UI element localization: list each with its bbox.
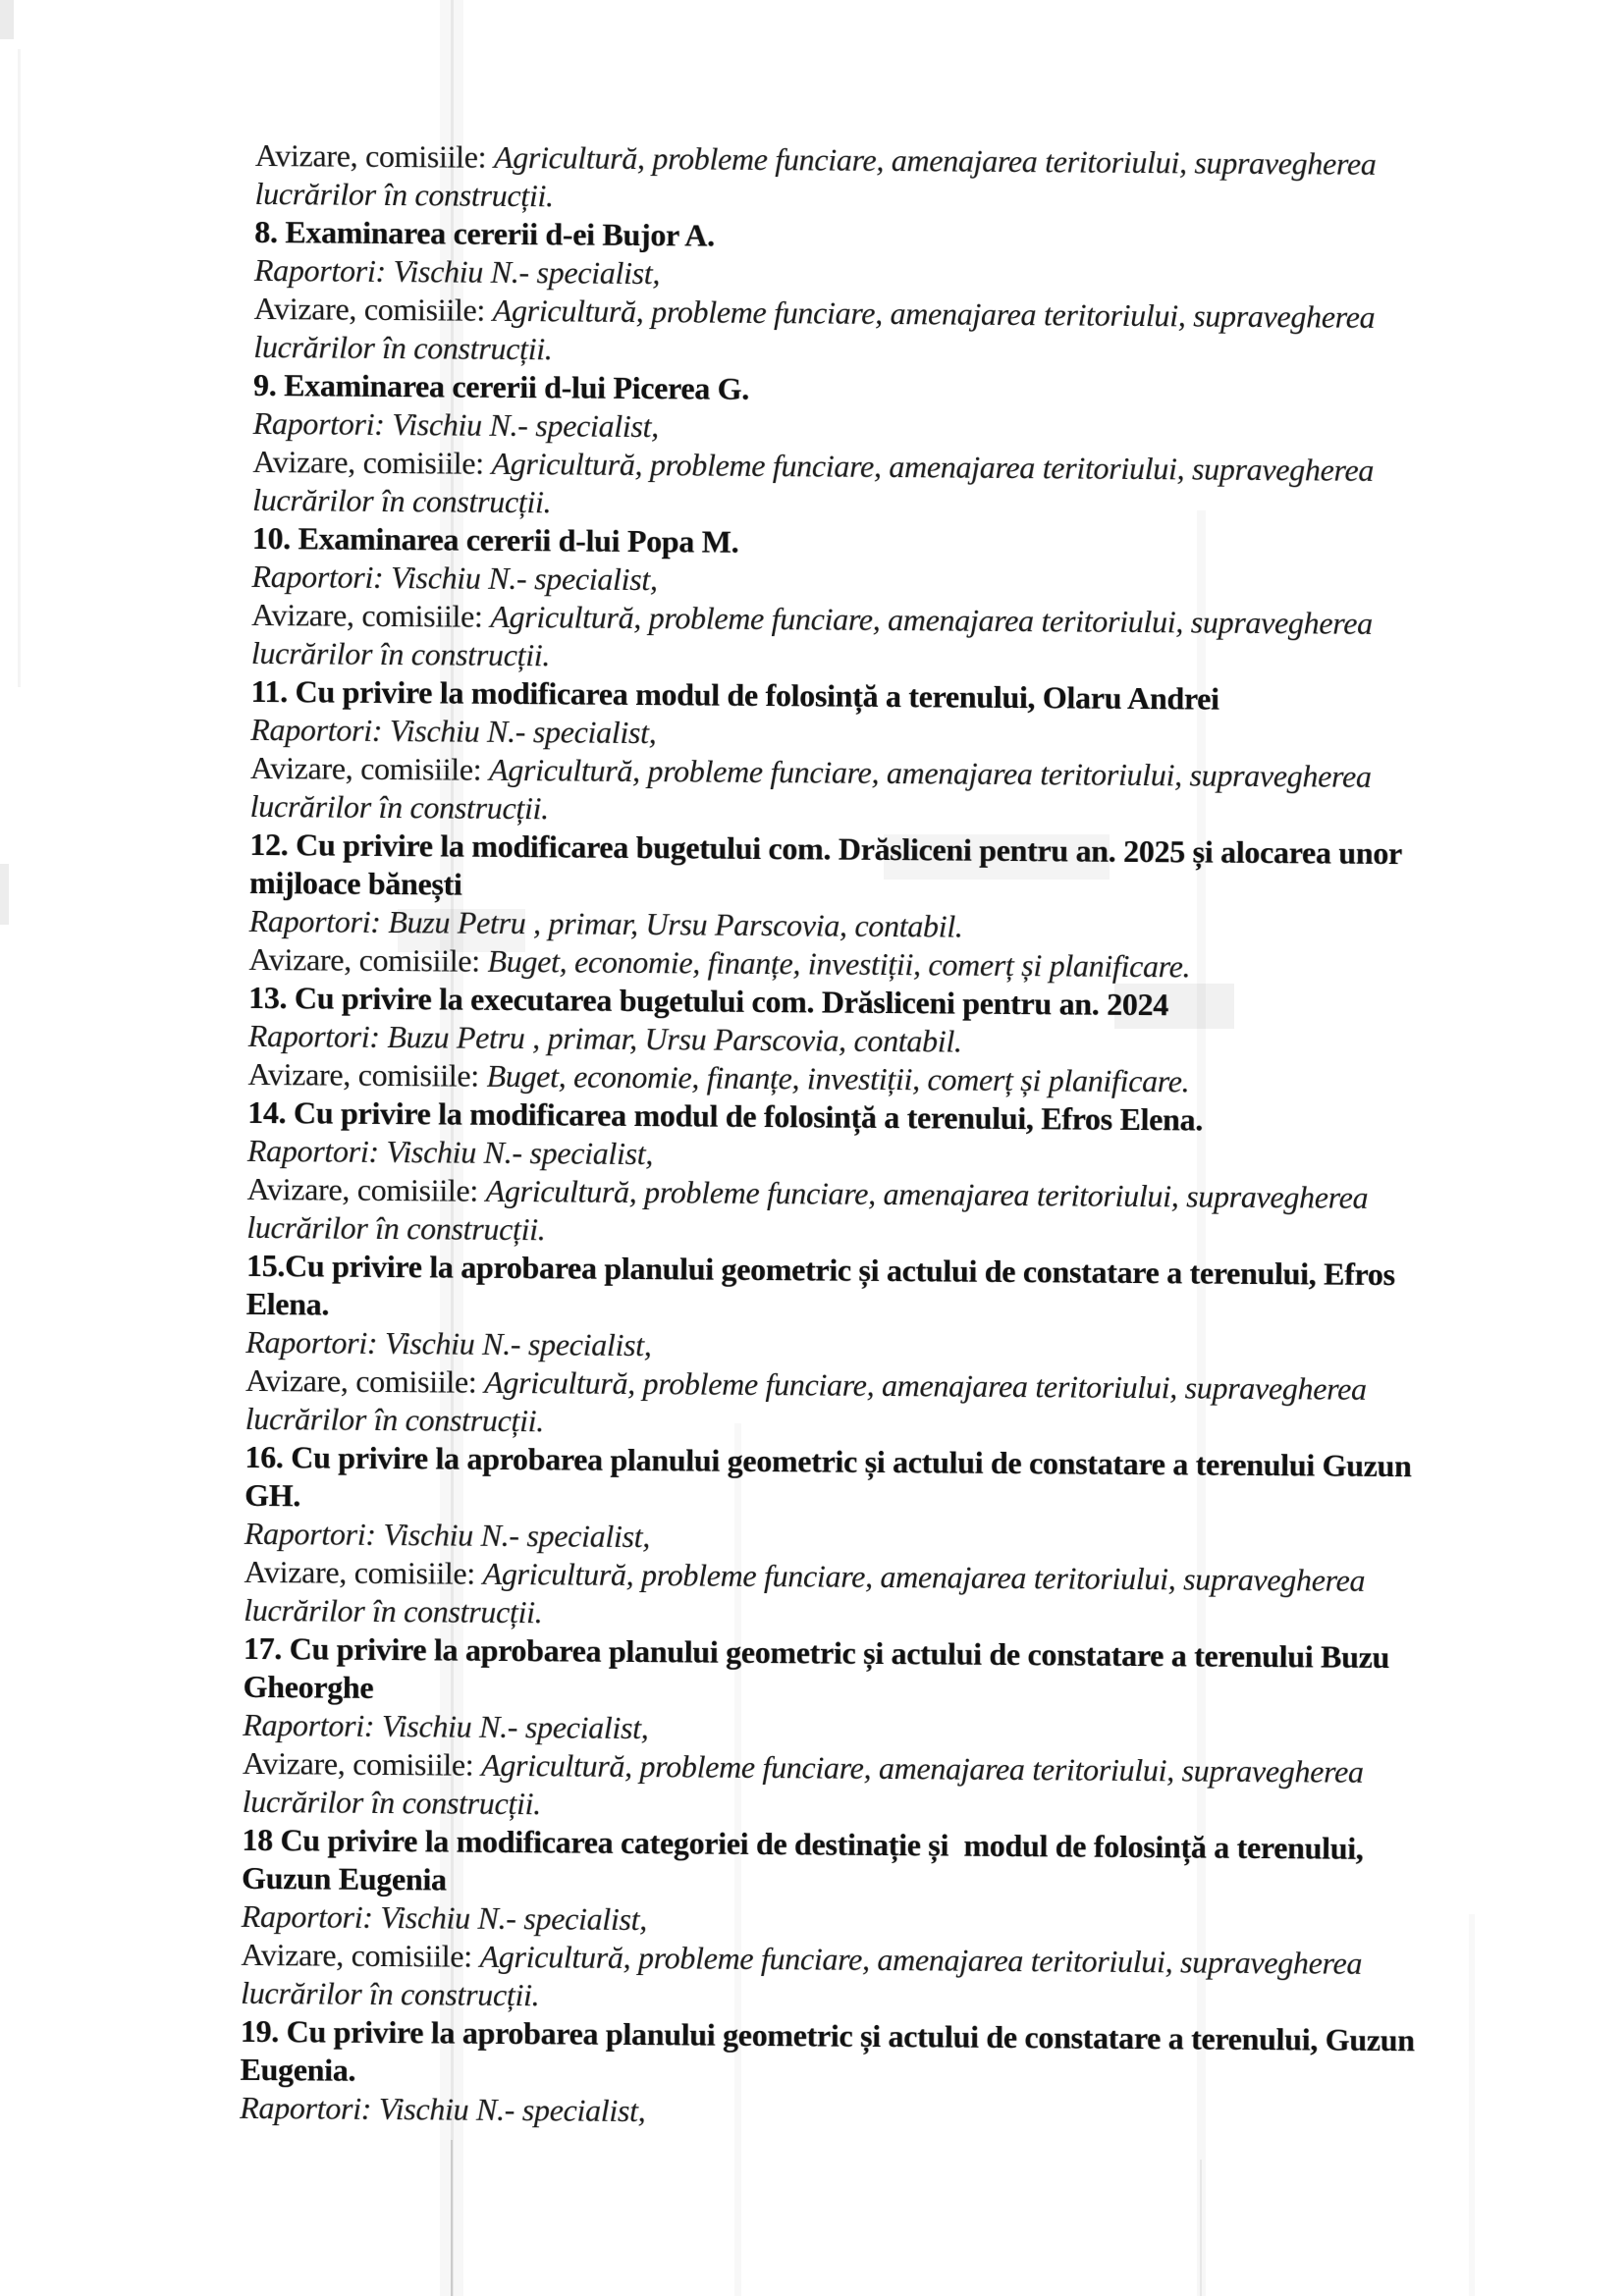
agenda-item-heading-line: 9. Examinarea cererii d-lui Picerea G. — [252, 366, 750, 406]
raportori-line: Raportori: Buzu Petru , primar, Ursu Parscovia, contabil. — [248, 902, 963, 944]
agenda-item-heading-line: 11. Cu privire la modificarea modul de folosință a terenului, Olaru Andrei — [250, 672, 1219, 717]
commissions-list: Agricultură, probleme funciare, amenajarea teritoriului, supravegherea — [483, 1363, 1367, 1407]
agenda-item-heading-line: 17. Cu privire la aprobarea planului geometric și actului de constatare a terenului Buzu — [243, 1629, 1390, 1676]
commissions-list: Buget, economie, finanțe, investiții, comerț și planificare. — [486, 1057, 1190, 1099]
agenda-item-heading-line: 15.Cu privire la aprobarea planului geometric și actului de constatare a terenului, Efros — [245, 1247, 1395, 1293]
raportori-line: Raportori: Vischiu N.- specialist, — [252, 404, 660, 445]
agenda-item-heading-line: 8. Examinarea cererii d-ei Bujor A. — [254, 213, 715, 253]
agenda-item-heading-line: mijloace bănești — [248, 864, 462, 902]
avizare-continuation-line: lucrărilor în construcții. — [244, 1591, 543, 1630]
scan-edge-streak — [18, 49, 21, 687]
avizare-label: Avizare, comisiile: — [248, 940, 488, 979]
raportori-line: Raportori: Vischiu N.- specialist, — [245, 1323, 652, 1363]
commissions-list: Agricultură, probleme funciare, amenajarea teritoriului, supravegherea — [491, 445, 1375, 488]
raportori-line: Raportori: Vischiu N.- specialist, — [251, 558, 658, 598]
avizare-continuation-line: lucrărilor în construcții. — [246, 1208, 546, 1248]
avizare-label: Avizare, comisiile: — [254, 136, 495, 175]
commissions-list: Agricultură, probleme funciare, amenajarea teritoriului, supravegherea — [490, 598, 1373, 641]
avizare-label: Avizare, comisiile: — [242, 1744, 482, 1783]
avizare-continuation-line: lucrărilor în construcții. — [250, 634, 551, 673]
raportori-line: Raportori: Buzu Petru , primar, Ursu Parscovia, contabil. — [247, 1017, 962, 1059]
commissions-list: Agricultură, probleme funciare, amenajarea teritoriului, supravegherea — [485, 1172, 1369, 1215]
raportori-line: Raportori: Vischiu N.- specialist, — [243, 1706, 649, 1746]
agenda-item-heading-line: 14. Cu privire la modificarea modul de folosință a terenului, Efros Elena. — [247, 1094, 1204, 1138]
commissions-list: Agricultură, probleme funciare, amenajarea teritoriului, supravegherea — [480, 1746, 1364, 1789]
agenda-item-heading-line: Elena. — [245, 1285, 330, 1322]
raportori-line: Raportori: Vischiu N.- specialist, — [240, 2089, 646, 2129]
agenda-item-heading-line: Eugenia. — [240, 2051, 356, 2088]
agenda-item-heading-line: Guzun Eugenia — [241, 1859, 447, 1897]
agenda-item-heading-line: Gheorghe — [243, 1668, 374, 1705]
avizare-label: Avizare, comisiile: — [246, 1170, 486, 1208]
commissions-list: Agricultură, probleme funciare, amenajarea teritoriului, supravegherea — [492, 292, 1376, 335]
raportori-line: Raportori: Vischiu N.- specialist, — [250, 711, 657, 751]
avizare-label: Avizare, comisiile: — [241, 1936, 480, 1974]
avizare-continuation-line: lucrărilor în construcții. — [240, 1974, 540, 2013]
avizare-continuation-line: lucrărilor în construcții. — [254, 175, 554, 214]
agenda-item-heading-line: 10. Examinarea cererii d-lui Popa M. — [251, 519, 739, 560]
agenda-item-heading-line: 16. Cu privire la aprobarea planului geometric și actului de constatare a terenului Guzun — [244, 1438, 1412, 1484]
avizare-label: Avizare, comisiile: — [252, 443, 492, 481]
avizare-label: Avizare, comisiile: — [249, 749, 490, 787]
agenda-item-heading-line: 19. Cu privire la aprobarea planului geometric și actului de constatare a terenului, Guzun — [240, 2012, 1415, 2058]
avizare-continuation-line: lucrărilor în construcții. — [253, 328, 553, 367]
scan-streak-vertical-line-bottom — [451, 2140, 453, 2296]
scan-edge-shadow — [0, 864, 9, 925]
avizare-continuation-line: lucrărilor în construcții. — [244, 1400, 545, 1439]
avizare-continuation-line: lucrărilor în construcții. — [251, 481, 552, 520]
raportori-line: Raportori: Vischiu N.- specialist, — [244, 1515, 651, 1555]
avizare-label: Avizare, comisiile: — [244, 1553, 483, 1591]
commissions-list: Agricultură, probleme funciare, amenajarea teritoriului, supravegherea — [488, 751, 1372, 794]
scan-edge-shadow — [0, 0, 14, 39]
commissions-list: Agricultură, probleme funciare, amenajarea teritoriului, supravegherea — [482, 1555, 1366, 1598]
raportori-line: Raportori: Vischiu N.- specialist, — [241, 1897, 648, 1938]
agenda-item-heading-line: 13. Cu privire la executarea bugetului com. Drăsliceni pentru an. 2024 — [247, 979, 1169, 1023]
document-text — [240, 136, 1532, 2137]
avizare-label: Avizare, comisiile: — [244, 1362, 485, 1400]
raportori-line: Raportori: Vischiu N.- specialist, — [253, 251, 661, 292]
avizare-label: Avizare, comisiile: — [251, 596, 491, 634]
agenda-item-heading-line: 18 Cu privire la modificarea categoriei de destinație și modul de folosință a terenului, — [242, 1821, 1364, 1866]
avizare-continuation-line: lucrărilor în construcții. — [242, 1783, 541, 1822]
commissions-list: Agricultură, probleme funciare, amenajarea teritoriului, supravegherea — [479, 1938, 1363, 1981]
commissions-list: Agricultură, probleme funciare, amenajarea teritoriului, supravegherea — [493, 138, 1377, 182]
agenda-item-heading-line: 12. Cu privire la modificarea bugetului com. Drăsliceni pentru an. 2025 și alocarea unor — [249, 826, 1403, 872]
scan-streak-vertical-line-bottom — [1200, 2160, 1202, 2296]
avizare-continuation-line: lucrărilor în construcții. — [249, 787, 549, 827]
agenda-item-heading-line: GH. — [244, 1476, 301, 1514]
avizare-label: Avizare, comisiile: — [247, 1055, 487, 1094]
avizare-label: Avizare, comisiile: — [253, 290, 493, 328]
commissions-list: Buget, economie, finanțe, investiții, comerț și planificare. — [487, 942, 1191, 985]
raportori-line: Raportori: Vischiu N.- specialist, — [246, 1132, 654, 1172]
